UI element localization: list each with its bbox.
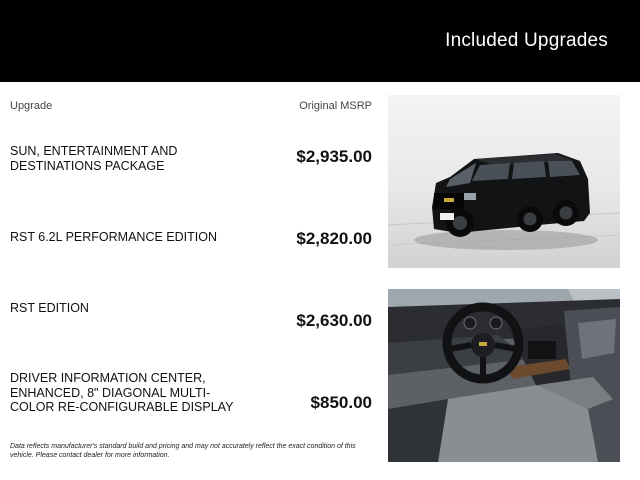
suv-exterior-photo <box>388 95 620 268</box>
column-header-msrp: Original MSRP <box>299 100 372 112</box>
suv-interior-photo <box>388 289 620 462</box>
disclaimer-text: Data reflects manufacturer's standard build and pricing and may not accurately reflect the exact condition of this vehicle. Please contact dealer for more information. <box>10 443 356 459</box>
upgrade-price: $2,820.00 <box>296 229 372 248</box>
page-title: Included Upgrades <box>445 30 608 51</box>
upgrade-name: RST 6.2L PERFORMANCE EDITION <box>10 230 217 244</box>
upgrade-price: $2,935.00 <box>296 147 372 166</box>
upgrade-name: DRIVER INFORMATION CENTER, ENHANCED, 8" DIAGONAL MULTI-COLOR RE-CONFIGURABLE DISPLAY <box>10 371 234 414</box>
upgrade-name: SUN, ENTERTAINMENT AND DESTINATIONS PACKAGE <box>10 144 178 173</box>
upgrade-price: $850.00 <box>310 393 372 412</box>
column-header-upgrade: Upgrade <box>10 100 53 112</box>
page-header <box>0 0 640 82</box>
upgrade-price: $2,630.00 <box>296 311 372 330</box>
upgrade-name: RST EDITION <box>10 301 89 315</box>
